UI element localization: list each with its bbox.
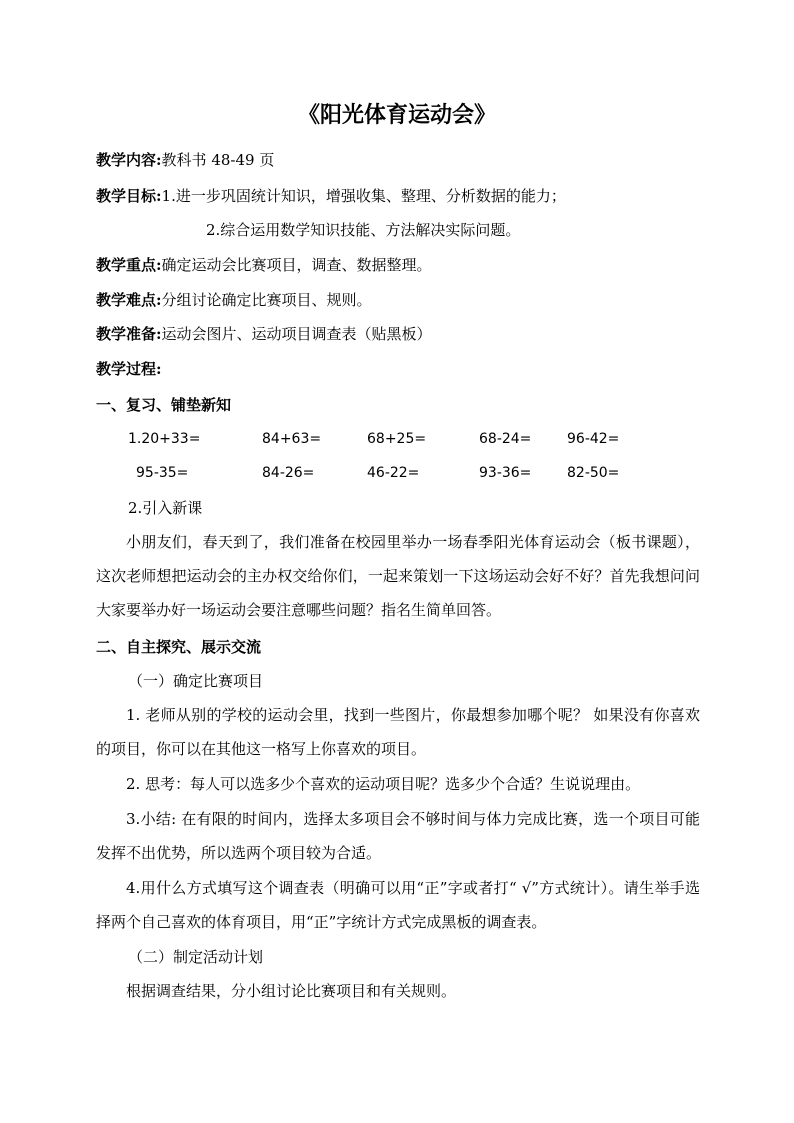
- calc-item: 84-26=: [262, 465, 315, 481]
- section1-heading: 一、复习、铺垫新知: [96, 396, 232, 414]
- step2-paragraph: 2. 思考：每人可以选多少个喜欢的运动项目呢？选多少个合适？生说说理由。: [126, 775, 641, 793]
- document-title: 《阳光体育运动会》: [297, 102, 496, 128]
- key-points-line: [96, 254, 700, 276]
- step4-paragraph: 4.用什么方式填写这个调查表（明确可以用“正”字或者打“ √”方式统计）。请生举手选择两个自己喜欢的体育项目，用“正”字统计方式完成黑板的调查表。: [96, 879, 700, 931]
- teaching-goals-line: [96, 185, 700, 207]
- subsection2-heading: （二）制定活动计划: [128, 948, 264, 966]
- calc-item: 68-24=: [479, 431, 532, 447]
- preparation-value: 运动会图片、运动项目调查表（贴黑板）: [161, 325, 432, 343]
- teaching-content-label: 教学内容:: [96, 151, 162, 169]
- calc-item: 95-35=: [136, 465, 189, 481]
- calc-item: 96-42=: [567, 431, 620, 447]
- calc-row-1: [0, 428, 794, 450]
- section2-heading: 二、自主探究、展示交流: [96, 638, 262, 656]
- calc-item: 46-22=: [367, 465, 420, 481]
- preparation-line: [96, 323, 700, 345]
- teaching-content-line: [96, 149, 700, 171]
- calc-row-2: [0, 462, 794, 484]
- step5-paragraph: 根据调查结果，分小组讨论比赛项目和有关规则。: [126, 982, 457, 1000]
- difficulties-label: 教学难点:: [96, 291, 162, 309]
- preparation-label: 教学准备:: [96, 325, 162, 343]
- calc-item: 68+25=: [367, 431, 427, 447]
- step1-paragraph: 1. 老师从别的学校的运动会里，找到一些图片，你最想参加哪个呢？ 如果没有你喜欢的项目，你可以在其他这一格写上你喜欢的项目。: [96, 706, 700, 758]
- teaching-goals-label: 教学目标:: [96, 187, 162, 205]
- calc-item: 93-36=: [479, 465, 532, 481]
- teaching-content-value: 教科书 48-49 页: [161, 151, 275, 169]
- difficulties-line: [96, 289, 700, 311]
- difficulties-value: 分组讨论确定比赛项目、规则。: [161, 291, 372, 309]
- calc-item: 84+63=: [262, 431, 322, 447]
- process-label: 教学过程:: [96, 360, 162, 378]
- step3-paragraph: 3.小结: 在有限的时间内，选择太多项目会不够时间与体力完成比赛，选一个项目可能发挥不出优势，所以选两个项目较为合适。: [96, 810, 700, 862]
- subsection1-heading: （一）确定比赛项目: [128, 672, 264, 690]
- teaching-goal-1: 1.进一步巩固统计知识，增强收集、整理、分析数据的能力；: [161, 187, 566, 205]
- teaching-goal-2: 2.综合运用数学知识技能、方法解决实际问题。: [206, 221, 521, 239]
- intro-paragraph: 小朋友们，春天到了，我们准备在校园里举办一场春季阳光体育运动会（板书课题），这次老师想把运动会的主办权交给你们，一起来策划一下这场运动会好不好？首先我想问问大家要举办好一场运动会要注意哪些问题？指名生简单回答。: [96, 533, 700, 619]
- calc-item: 82-50=: [567, 465, 620, 481]
- calc-item: 1.20+33=: [128, 431, 201, 447]
- key-points-value: 确定运动会比赛项目，调查、数据整理。: [161, 256, 432, 274]
- key-points-label: 教学重点:: [96, 256, 162, 274]
- intro-label: 2.引入新课: [128, 499, 203, 517]
